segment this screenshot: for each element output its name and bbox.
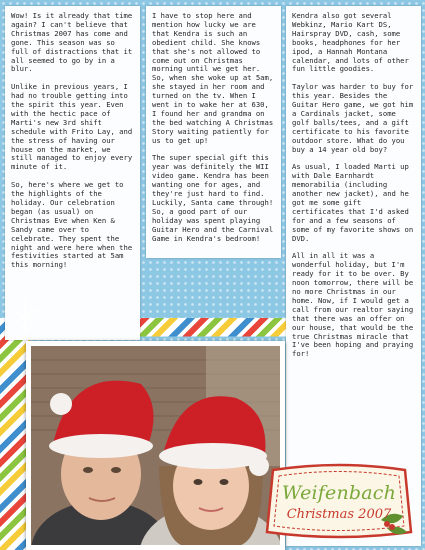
title-subtitle: Christmas 2007 (286, 507, 392, 522)
text-column-middle (146, 6, 281, 258)
paragraph: Taylor was harder to buy for this year. Besides the Guitar Hero game, we got him a Cardinals jacket, some golf balls/tees, and a gift certificate to his favorite outdoor store. What do you buy a 14 year old boy? (292, 82, 414, 154)
family-photo (31, 346, 280, 545)
text-column-left (5, 6, 140, 340)
snowflake-icon (8, 300, 42, 334)
paragraph: Wow! Is it already that time again? I can't believe that Christmas 2007 has come and gone. This season was so full of distractions that it all seemed to go by in a blur. (11, 11, 133, 74)
title-tag (263, 458, 415, 542)
paragraph: All in all it was a wonderful holiday, but I'm ready for it to be over. By noon tomorrow, there will be no more Christmas in our home. Now, if I would get a call from our realtor saying that there was an offer on our house, that would be the true Christmas miracle that I've been hoping and praying for! (292, 251, 414, 359)
paragraph: So, here's where we get to the highlights of the holiday. Our celebration began (as usual) on Christmas Eve when Ken & Sandy came over to celebrate. They spent the night and were here when the festivities started at 5am this morning! (11, 180, 133, 270)
title-name: Weifenbach (281, 482, 397, 504)
paragraph: The super special gift this year was definitely the WII video game. Kendra has been wanting one for ages, and they're just hard to find. Luckily, Santa came through! So, a good part of our holiday was spent playing Guitar Hero and the Carnival Game in Kendra's bedroom! (152, 153, 274, 243)
paragraph: Unlike in previous years, I had no trouble getting into the spirit this year. Even with the hectic pace of Marti's new 3rd shift schedule with Frito Lay, and the stress of having our house on the market, we still managed to enjoy every minute of it. (11, 82, 133, 172)
photo-frame (26, 341, 285, 550)
paragraph: Kendra also got several Webkinz, Mario Kart DS, Hairspray DVD, cash, some books, headphones for her ipod, a Hannah Montana calendar, and lots of other fun little goodies. (292, 11, 409, 74)
paragraph: I have to stop here and mention how lucky we are that Kendra is such an obedient child. She knows that she's not allowed to come out on Christmas morning until we get her. So, when she woke up at 5am, she stayed in her room and turned on the tv. When I went in to wake her at 630, I found her and grandma on the bed watching A Christmas Story waiting patiently for us to get up! (152, 11, 274, 145)
paragraph: As usual, I loaded Marti up with Dale Earnhardt memorabilia (including another new jacket), and he got me some gift certificates that I'd asked for and a few seasons of some of my favorite shows on DVD. (292, 162, 414, 243)
